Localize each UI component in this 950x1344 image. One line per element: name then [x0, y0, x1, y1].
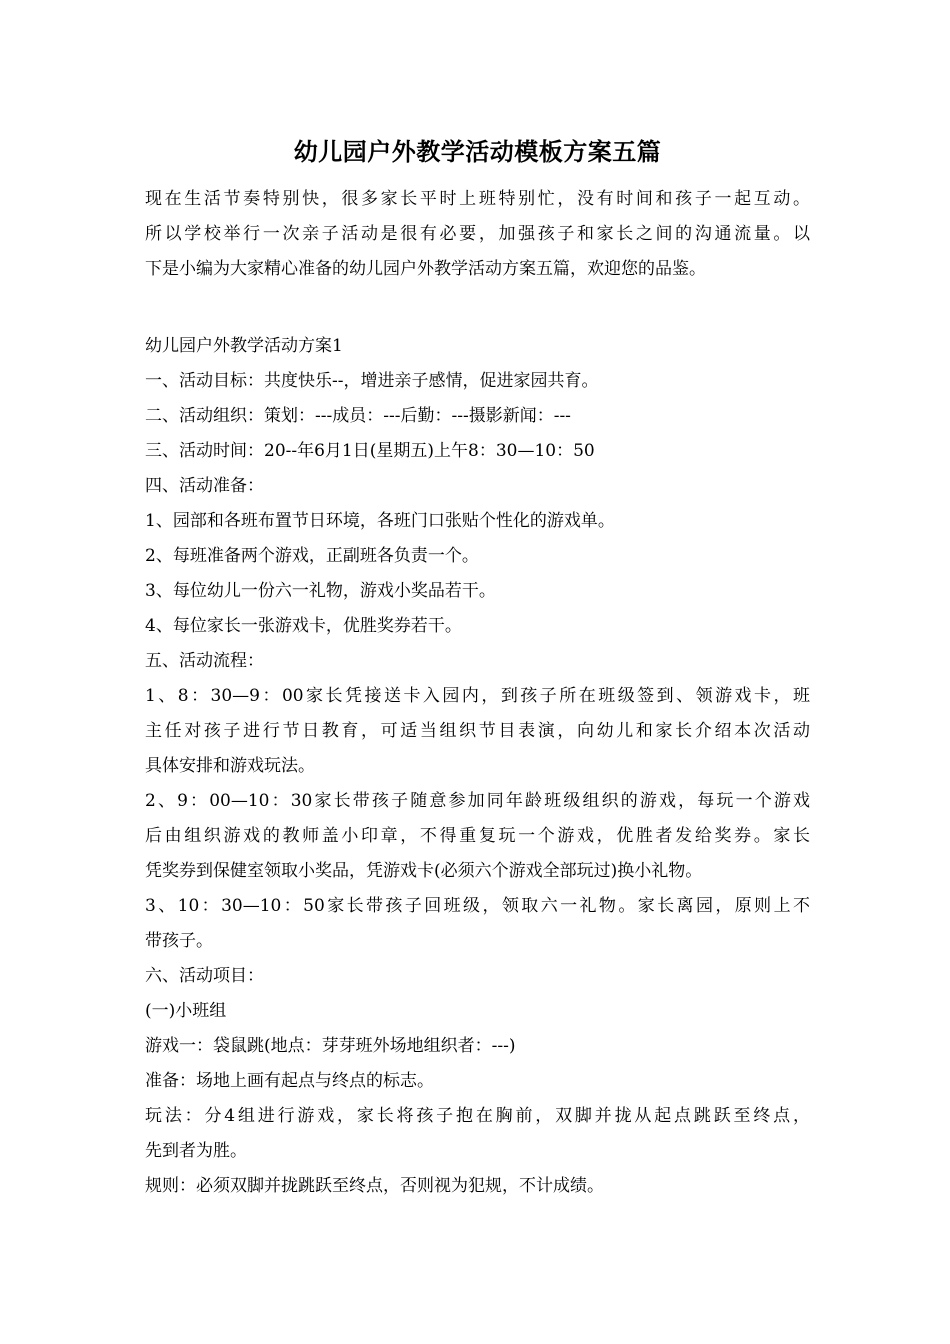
text-line: 3、每位幼儿一份六一礼物，游戏小奖品若干。 — [145, 581, 496, 601]
paragraph-gap — [145, 287, 810, 329]
document-title: 幼儿园户外教学活动模板方案五篇 — [293, 137, 662, 166]
text-line: 一、活动目标：共度快乐--，增进亲子感情，促进家园共育。 — [145, 371, 599, 391]
text-line: 规则：必须双脚并拢跳跃至终点，否则视为犯规，不计成绩。 — [145, 1176, 604, 1196]
section-heading: 幼儿园户外教学活动方案1 — [145, 336, 343, 356]
text-line: 4、每位家长一张游戏卡，优胜奖券若干。 — [145, 616, 462, 636]
text-line: 玩法：分4组进行游戏，家长将孩子抱在胸前，双脚并拢从起点跳跃至终点， — [145, 1106, 810, 1126]
document-body — [145, 329, 810, 1204]
text-line: 凭奖券到保健室领取小奖品，凭游戏卡(必须六个游戏全部玩过)换小礼物。 — [145, 861, 703, 881]
text-line: 准备：场地上画有起点与终点的标志。 — [145, 1071, 434, 1091]
intro-paragraph — [145, 182, 810, 287]
text-line: 后由组织游戏的教师盖小印章，不得重复玩一个游戏，优胜者发给奖券。家长 — [145, 826, 810, 846]
text-line: 二、活动组织：策划：---成员：---后勤：---摄影新闻：--- — [145, 406, 571, 426]
text-line: 2、每班准备两个游戏，正副班各负责一个。 — [145, 546, 479, 566]
intro-line: 现在生活节奏特别快，很多家长平时上班特别忙，没有时间和孩子一起互动。 — [145, 189, 810, 209]
text-line: 具体安排和游戏玩法。 — [145, 756, 315, 776]
text-line: 先到者为胜。 — [145, 1141, 247, 1161]
intro-line: 下是小编为大家精心准备的幼儿园户外教学活动方案五篇，欢迎您的品鉴。 — [145, 259, 706, 279]
text-line: 五、活动流程： — [145, 651, 264, 671]
text-line: 3、10：30—10：50家长带孩子回班级，领取六一礼物。家长离园，原则上不 — [145, 896, 810, 916]
text-line: 游戏一：袋鼠跳(地点：芽芽班外场地组织者：---) — [145, 1036, 516, 1056]
text-line: 1、园部和各班布置节日环境，各班门口张贴个性化的游戏单。 — [145, 511, 615, 531]
text-line: 带孩子。 — [145, 931, 213, 951]
text-line: 六、活动项目： — [145, 966, 264, 986]
text-line: 四、活动准备： — [145, 476, 264, 496]
text-line: 主任对孩子进行节日教育，可适当组织节目表演，向幼儿和家长介绍本次活动 — [145, 721, 810, 741]
text-line: 2、9：00—10：30家长带孩子随意参加同年龄班级组织的游戏，每玩一个游戏 — [145, 791, 810, 811]
text-line: (一)小班组 — [145, 1001, 227, 1021]
text-line: 1、8：30—9：00家长凭接送卡入园内，到孩子所在班级签到、领游戏卡，班 — [145, 686, 810, 706]
intro-line: 所以学校举行一次亲子活动是很有必要，加强孩子和家长之间的沟通流量。以 — [145, 224, 810, 244]
text-line: 三、活动时间：20--年6月1日(星期五)上午8：30—10：50 — [145, 441, 595, 461]
document-page — [145, 130, 810, 1204]
